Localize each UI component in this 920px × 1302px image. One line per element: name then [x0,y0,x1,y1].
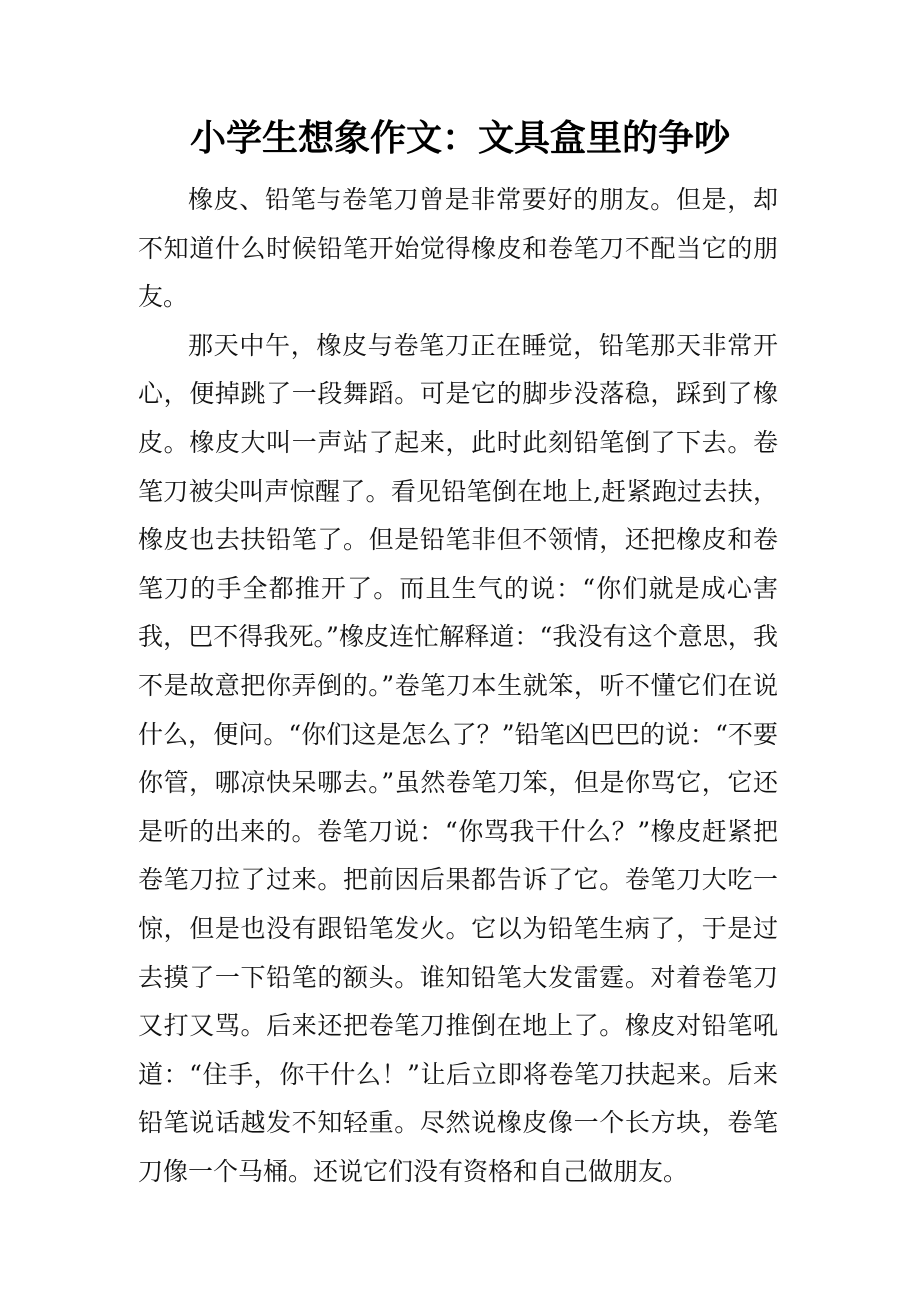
paragraph-2: 那天中午，橡皮与卷笔刀正在睡觉，铅笔那天非常开心，便掉跳了一段舞蹈。可是它的脚步没落稳，踩到了橡皮。橡皮大叫一声站了起来，此时此刻铅笔倒了下去。卷笔刀被尖叫声惊醒了。看见铅笔倒在地上,赶紧跑过去扶，橡皮也去扶铅笔了。但是铅笔非但不领情，还把橡皮和卷笔刀的手全都推开了。而且生气的说：“你们就是成心害我，巴不得我死。”橡皮连忙解释道：“我没有这个意思，我不是故意把你弄倒的。”卷笔刀本生就笨，听不懂它们在说什么，便问。“你们这是怎么了？”铅笔凶巴巴的说：“不要你管，哪凉快呆哪去。”虽然卷笔刀笨，但是你骂它，它还是听的出来的。卷笔刀说：“你骂我干什么？”橡皮赶紧把卷笔刀拉了过来。把前因后果都告诉了它。卷笔刀大吃一惊，但是也没有跟铅笔发火。它以为铅笔生病了，于是过去摸了一下铅笔的额头。谁知铅笔大发雷霆。对着卷笔刀又打又骂。后来还把卷笔刀推倒在地上了。橡皮对铅笔吼道：“住手，你干什么！”让后立即将卷笔刀扶起来。后来铅笔说话越发不知轻重。尽然说橡皮像一个长方块，卷笔刀像一个马桶。还说它们没有资格和自己做朋友。 [138,330,778,1186]
paragraph-1: 橡皮、铅笔与卷笔刀曾是非常要好的朋友。但是，却不知道什么时候铅笔开始觉得橡皮和卷笔刀不配当它的朋友。 [138,185,778,312]
document-title: 小学生想象作文：文具盒里的争吵 [189,117,730,159]
document-body [138,176,778,1196]
